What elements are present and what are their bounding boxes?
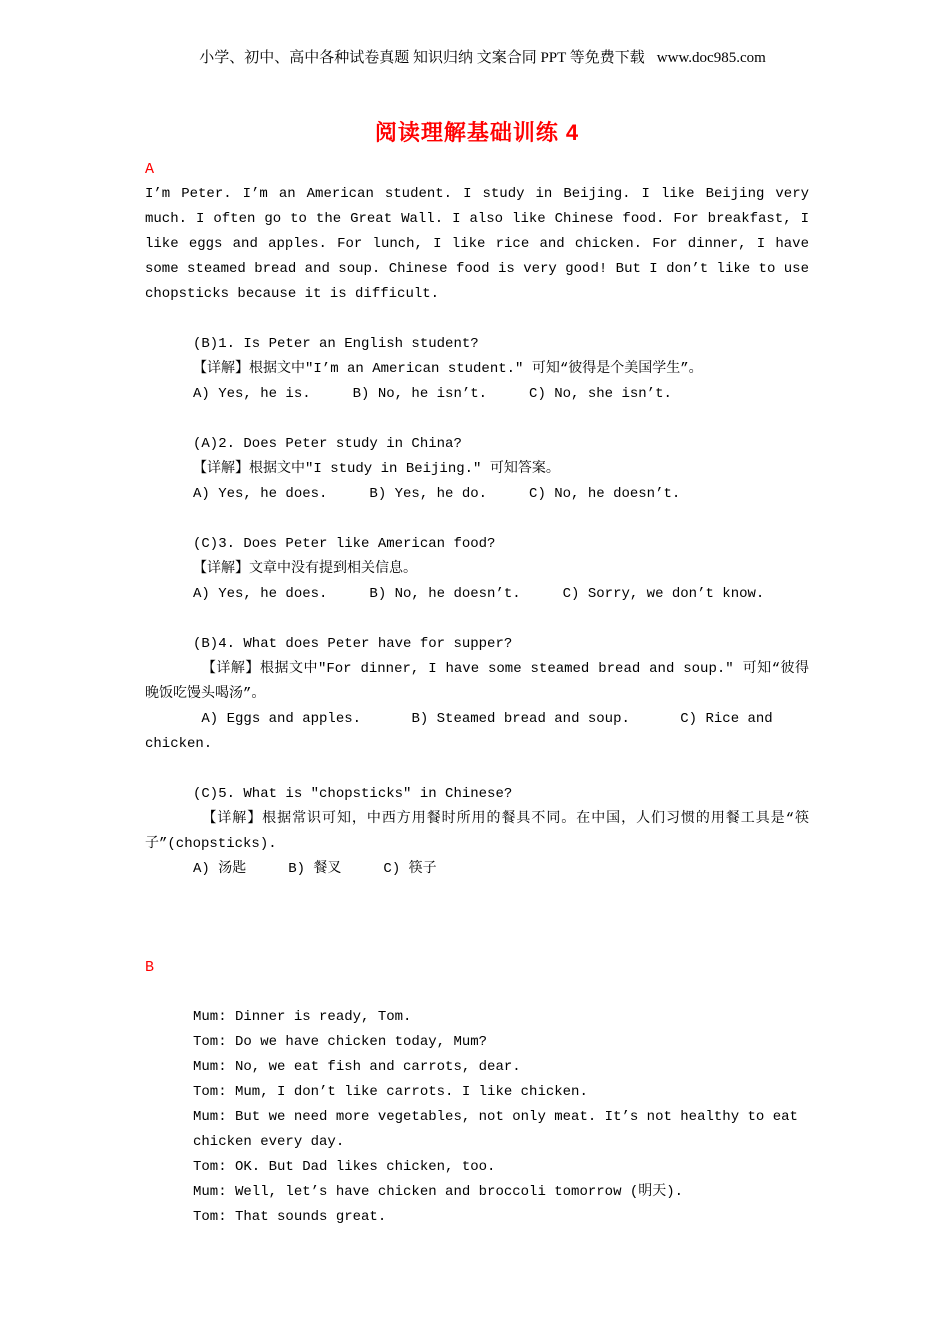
question-3-explanation: 【详解】文章中没有提到相关信息。 — [193, 561, 417, 577]
question-2-options: A) Yes, he does. B) Yes, he do. C) No, he doesn’t. — [193, 486, 681, 502]
dialogue-line-5: Mum: But we need more vegetables, not only meat. It’s not healthy to eat chicken every day. — [193, 1109, 798, 1150]
question-1-explanation: 【详解】根据文中"I’m an American student." 可知“彼得是个美国学生”。 — [193, 361, 703, 377]
question-1-options: A) Yes, he is. B) No, he isn’t. C) No, she isn’t. — [193, 386, 672, 402]
question-4-options: A) Eggs and apples. B) Steamed bread and soup. C) Rice and chicken. — [145, 711, 782, 752]
question-2-explanation: 【详解】根据文中"I study in Beijing." 可知答案。 — [193, 461, 560, 477]
question-block-3 — [145, 532, 809, 607]
dialogue-line-4: Tom: Mum, I don’t like carrots. I like chicken. — [193, 1084, 588, 1100]
dialogue-line-1: Mum: Dinner is ready, Tom. — [193, 1009, 412, 1025]
site-notice: 小学、初中、高中各种试卷真题 知识归纳 文案合同 PPT 等免费下载 — [199, 50, 645, 66]
question-block-4 — [145, 632, 809, 757]
document-body — [145, 0, 809, 1230]
question-5-options: A) 汤匙 B) 餐叉 C) 筷子 — [193, 861, 437, 877]
question-4-text: (B)4. What does Peter have for supper? — [193, 636, 513, 652]
question-block-2 — [145, 432, 809, 507]
dialogue-b — [145, 1005, 809, 1230]
question-5-text: (C)5. What is "chopsticks" in Chinese? — [193, 786, 513, 802]
site-url: www.doc985.com — [656, 50, 766, 66]
dialogue-line-3: Mum: No, we eat fish and carrots, dear. — [193, 1059, 521, 1075]
passage-a: I’m Peter. I’m an American student. I study in Beijing. I like Beijing very much. I often go to the Great Wall. I also like Chinese food. For breakfast, I like eggs and apples. For lunch, I like rice and chicken. For dinner, I have some steamed bread and soup. Chinese food is very good! But I don’t like to use chopsticks because it is difficult. — [145, 186, 809, 302]
page-title: 阅读理解基础训练 4 — [374, 120, 580, 145]
dialogue-line-7: Mum: Well, let’s have chicken and broccoli tomorrow (明天). — [193, 1184, 684, 1200]
question-block-1 — [145, 332, 809, 407]
dialogue-line-6: Tom: OK. But Dad likes chicken, too. — [193, 1159, 496, 1175]
question-block-5 — [145, 782, 809, 882]
section-a-marker: A — [145, 161, 155, 178]
question-1-text: (B)1. Is Peter an English student? — [193, 336, 479, 352]
dialogue-line-2: Tom: Do we have chicken today, Mum? — [193, 1034, 488, 1050]
question-3-text: (C)3. Does Peter like American food? — [193, 536, 496, 552]
question-3-options: A) Yes, he does. B) No, he doesn’t. C) Sorry, we don’t know. — [193, 586, 765, 602]
section-b-marker: B — [145, 959, 155, 976]
question-2-text: (A)2. Does Peter study in China? — [193, 436, 462, 452]
dialogue-line-8: Tom: That sounds great. — [193, 1209, 387, 1225]
question-4-explanation: 【详解】根据文中"For dinner, I have some steamed bread and soup." 可知“彼得晚饭吃馒头喝汤”。 — [145, 661, 809, 702]
question-5-explanation: 【详解】根据常识可知，中西方用餐时所用的餐具不同。在中国，人们习惯的用餐工具是“筷子”(chopsticks). — [145, 811, 809, 852]
